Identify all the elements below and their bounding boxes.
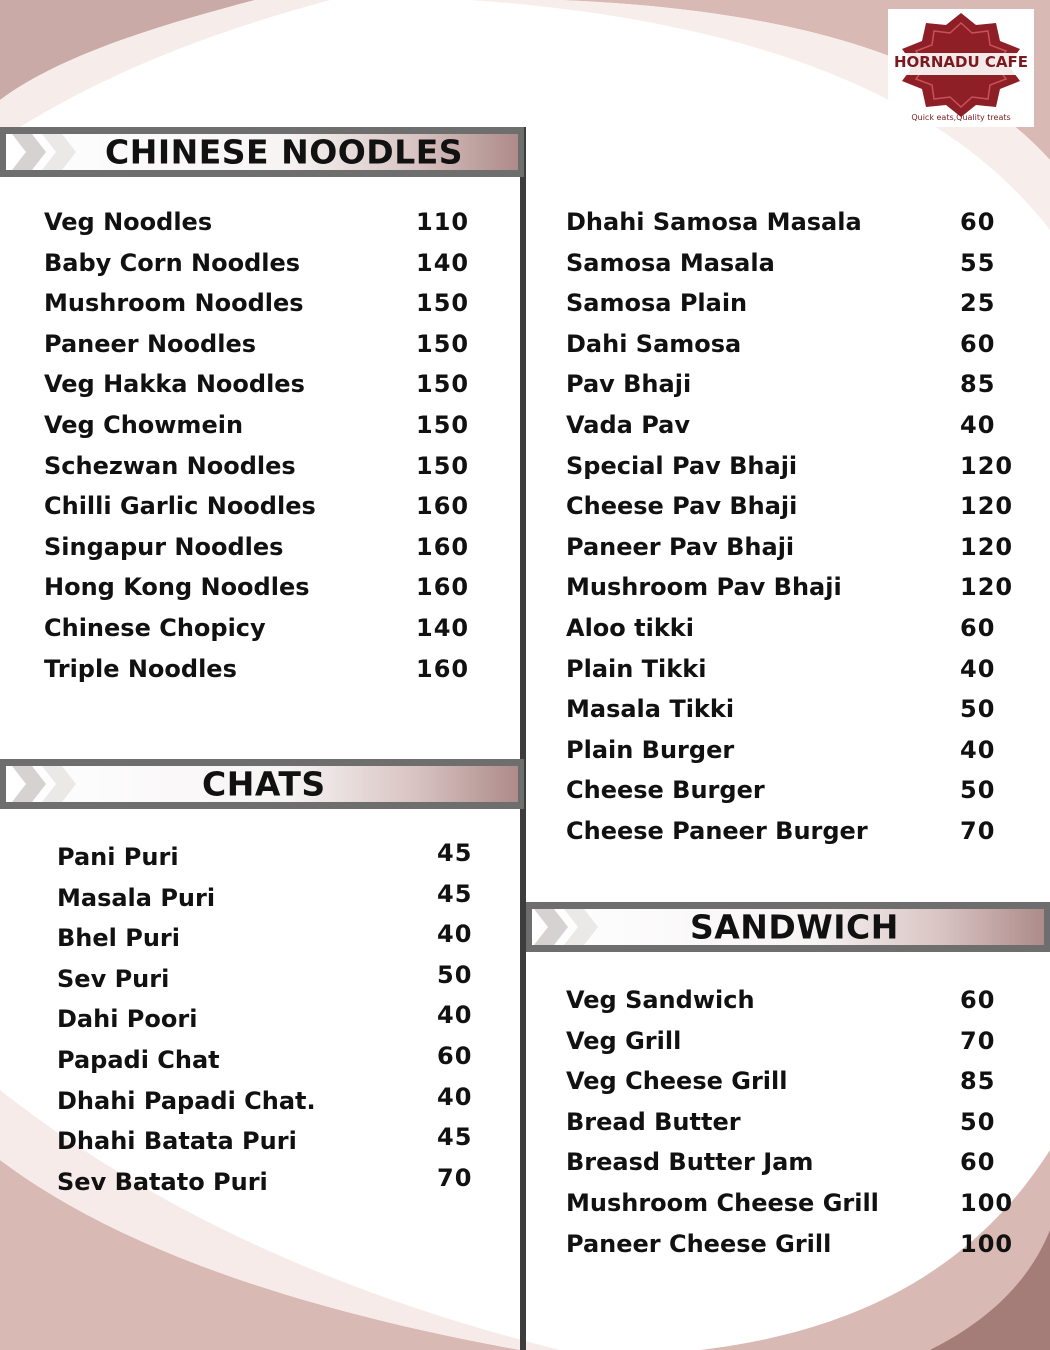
item-price: 60: [960, 1148, 996, 1177]
item-price: 60: [960, 613, 996, 642]
menu-item: [566, 410, 1036, 454]
item-price: 120: [960, 573, 1014, 602]
menu-item: [44, 410, 504, 454]
logo-tagline: Quick eats,Quality treats: [911, 113, 1011, 122]
item-price: 85: [960, 370, 996, 399]
menu-list-snacks: [566, 210, 1036, 860]
item-price: 160: [416, 573, 470, 602]
item-price: 110: [416, 208, 470, 236]
menu-item: [44, 654, 504, 698]
item-name: Mushroom Pav Bhaji: [566, 573, 842, 602]
item-name: Pani Puri: [57, 843, 179, 871]
menu-item: [57, 1163, 507, 1211]
menu-item: [566, 1107, 1036, 1151]
section-title: CHATS: [202, 764, 326, 804]
menu-list-chats: [57, 839, 507, 1210]
item-price: 140: [416, 248, 470, 277]
item-price: 40: [960, 410, 996, 439]
menu-item: [44, 329, 504, 373]
item-name: Cheese Pav Bhaji: [566, 492, 798, 521]
menu-item: [566, 210, 1036, 251]
menu-item: [566, 494, 1036, 535]
item-name: Schezwan Noodles: [44, 451, 296, 480]
menu-item: [44, 494, 504, 535]
menu-item: [44, 372, 504, 413]
item-name: Veg Noodles: [44, 208, 213, 236]
item-name: Mushroom Cheese Grill: [566, 1188, 879, 1217]
item-name: Special Pav Bhaji: [566, 451, 798, 480]
section-title: SANDWICH: [690, 907, 899, 947]
menu-item: [566, 778, 1036, 819]
item-price: 150: [416, 451, 470, 480]
item-name: Masala Puri: [57, 883, 216, 912]
item-name: Hong Kong Noodles: [44, 573, 310, 602]
item-name: Plain Tikki: [566, 654, 707, 683]
section-title: CHINESE NOODLES: [105, 132, 464, 172]
logo-name: HORNADU CAFE: [894, 53, 1028, 71]
chevron-right-icon: [42, 766, 88, 802]
item-name: Bread Butter: [566, 1107, 741, 1136]
item-price: 100: [960, 1229, 1014, 1258]
item-name: Plain Burger: [566, 735, 735, 764]
item-price: 40: [437, 920, 473, 949]
section-banner-sandwich: [526, 902, 1050, 952]
item-name: Samosa Plain: [566, 289, 748, 318]
item-name: Veg Chowmein: [44, 410, 244, 439]
item-price: 70: [960, 816, 996, 845]
item-price: 100: [960, 1188, 1014, 1217]
item-name: Bhel Puri: [57, 924, 180, 953]
menu-item: [566, 988, 1036, 1029]
item-price: 50: [960, 695, 996, 724]
menu-item: [44, 613, 504, 657]
cafe-logo: [888, 9, 1034, 127]
item-name: Breasd Butter Jam: [566, 1148, 814, 1177]
item-price: 140: [416, 613, 470, 642]
item-price: 50: [960, 776, 996, 805]
item-price: 45: [437, 879, 473, 908]
item-name: Cheese Paneer Burger: [566, 816, 868, 845]
item-price: 40: [960, 735, 996, 764]
item-price: 60: [960, 208, 996, 236]
menu-item: [44, 291, 504, 332]
menu-item: [566, 735, 1036, 779]
item-name: Paneer Pav Bhaji: [566, 532, 795, 561]
item-name: Mushroom Noodles: [44, 289, 304, 318]
item-price: 60: [960, 329, 996, 358]
item-name: Masala Tikki: [566, 695, 735, 724]
menu-item: [566, 1229, 1036, 1273]
item-name: Veg Sandwich: [566, 986, 755, 1014]
item-price: 85: [960, 1067, 996, 1096]
item-name: Sev Batato Puri: [57, 1167, 268, 1196]
menu-item: [566, 1026, 1036, 1070]
menu-list-chinese-noodles: [44, 210, 504, 697]
item-name: Vada Pav: [566, 410, 690, 439]
item-price: 70: [960, 1026, 996, 1055]
item-name: Paneer Cheese Grill: [566, 1229, 832, 1258]
menu-item: [566, 532, 1036, 576]
section-banner-chinese-noodles: [0, 127, 524, 177]
item-name: Dahi Samosa: [566, 329, 742, 358]
chevron-right-icon: [564, 909, 610, 945]
item-price: 160: [416, 654, 470, 683]
menu-item: [566, 372, 1036, 413]
item-name: Papadi Chat: [57, 1045, 220, 1074]
item-price: 60: [960, 986, 996, 1014]
item-price: 120: [960, 532, 1014, 561]
menu-item: [566, 816, 1036, 860]
item-name: Paneer Noodles: [44, 329, 257, 358]
menu-item: [566, 248, 1036, 292]
menu-item: [566, 575, 1036, 616]
column-divider: [520, 127, 526, 1350]
item-name: Singapur Noodles: [44, 532, 284, 561]
item-name: Sev Puri: [57, 964, 170, 993]
menu-item: [566, 654, 1036, 698]
item-price: 60: [437, 1041, 473, 1070]
menu-item: [44, 210, 504, 251]
item-name: Samosa Masala: [566, 248, 775, 277]
menu-item: [44, 532, 504, 576]
item-name: Baby Corn Noodles: [44, 248, 301, 277]
menu-list-sandwich: [566, 988, 1036, 1272]
menu-item: [44, 575, 504, 616]
item-name: Cheese Burger: [566, 776, 765, 805]
item-name: Veg Grill: [566, 1026, 682, 1055]
item-name: Chinese Chopicy: [44, 613, 266, 642]
menu-item: [566, 451, 1036, 495]
item-price: 150: [416, 370, 470, 399]
item-price: 25: [960, 289, 996, 318]
item-price: 45: [437, 839, 473, 867]
item-price: 120: [960, 492, 1014, 521]
item-price: 160: [416, 532, 470, 561]
item-name: Dhahi Batata Puri: [57, 1127, 297, 1156]
menu-item: [566, 1069, 1036, 1110]
item-price: 160: [416, 492, 470, 521]
menu-item: [566, 1150, 1036, 1191]
item-price: 50: [960, 1107, 996, 1136]
item-name: Dahi Poori: [57, 1005, 198, 1034]
item-price: 55: [960, 248, 996, 277]
item-price: 150: [416, 410, 470, 439]
item-name: Chilli Garlic Noodles: [44, 492, 316, 521]
item-price: 40: [960, 654, 996, 683]
item-price: 150: [416, 329, 470, 358]
item-name: Veg Cheese Grill: [566, 1067, 788, 1096]
item-name: Veg Hakka Noodles: [44, 370, 305, 399]
item-price: 40: [437, 1001, 473, 1030]
menu-item: [566, 613, 1036, 657]
chevron-right-icon: [42, 134, 88, 170]
item-name: Pav Bhaji: [566, 370, 692, 399]
item-price: 150: [416, 289, 470, 318]
menu-item: [566, 291, 1036, 332]
item-price: 70: [437, 1163, 473, 1192]
item-price: 45: [437, 1123, 473, 1152]
menu-item: [566, 697, 1036, 738]
section-banner-chats: [0, 759, 524, 809]
menu-item: [566, 1188, 1036, 1232]
item-price: 50: [437, 960, 473, 989]
item-name: Dhahi Papadi Chat.: [57, 1086, 316, 1115]
item-name: Aloo tikki: [566, 613, 694, 642]
item-price: 120: [960, 451, 1014, 480]
item-name: Triple Noodles: [44, 654, 237, 683]
item-name: Dhahi Samosa Masala: [566, 208, 862, 236]
menu-item: [44, 248, 504, 292]
item-price: 40: [437, 1082, 473, 1111]
menu-item: [44, 451, 504, 495]
menu-item: [566, 329, 1036, 373]
